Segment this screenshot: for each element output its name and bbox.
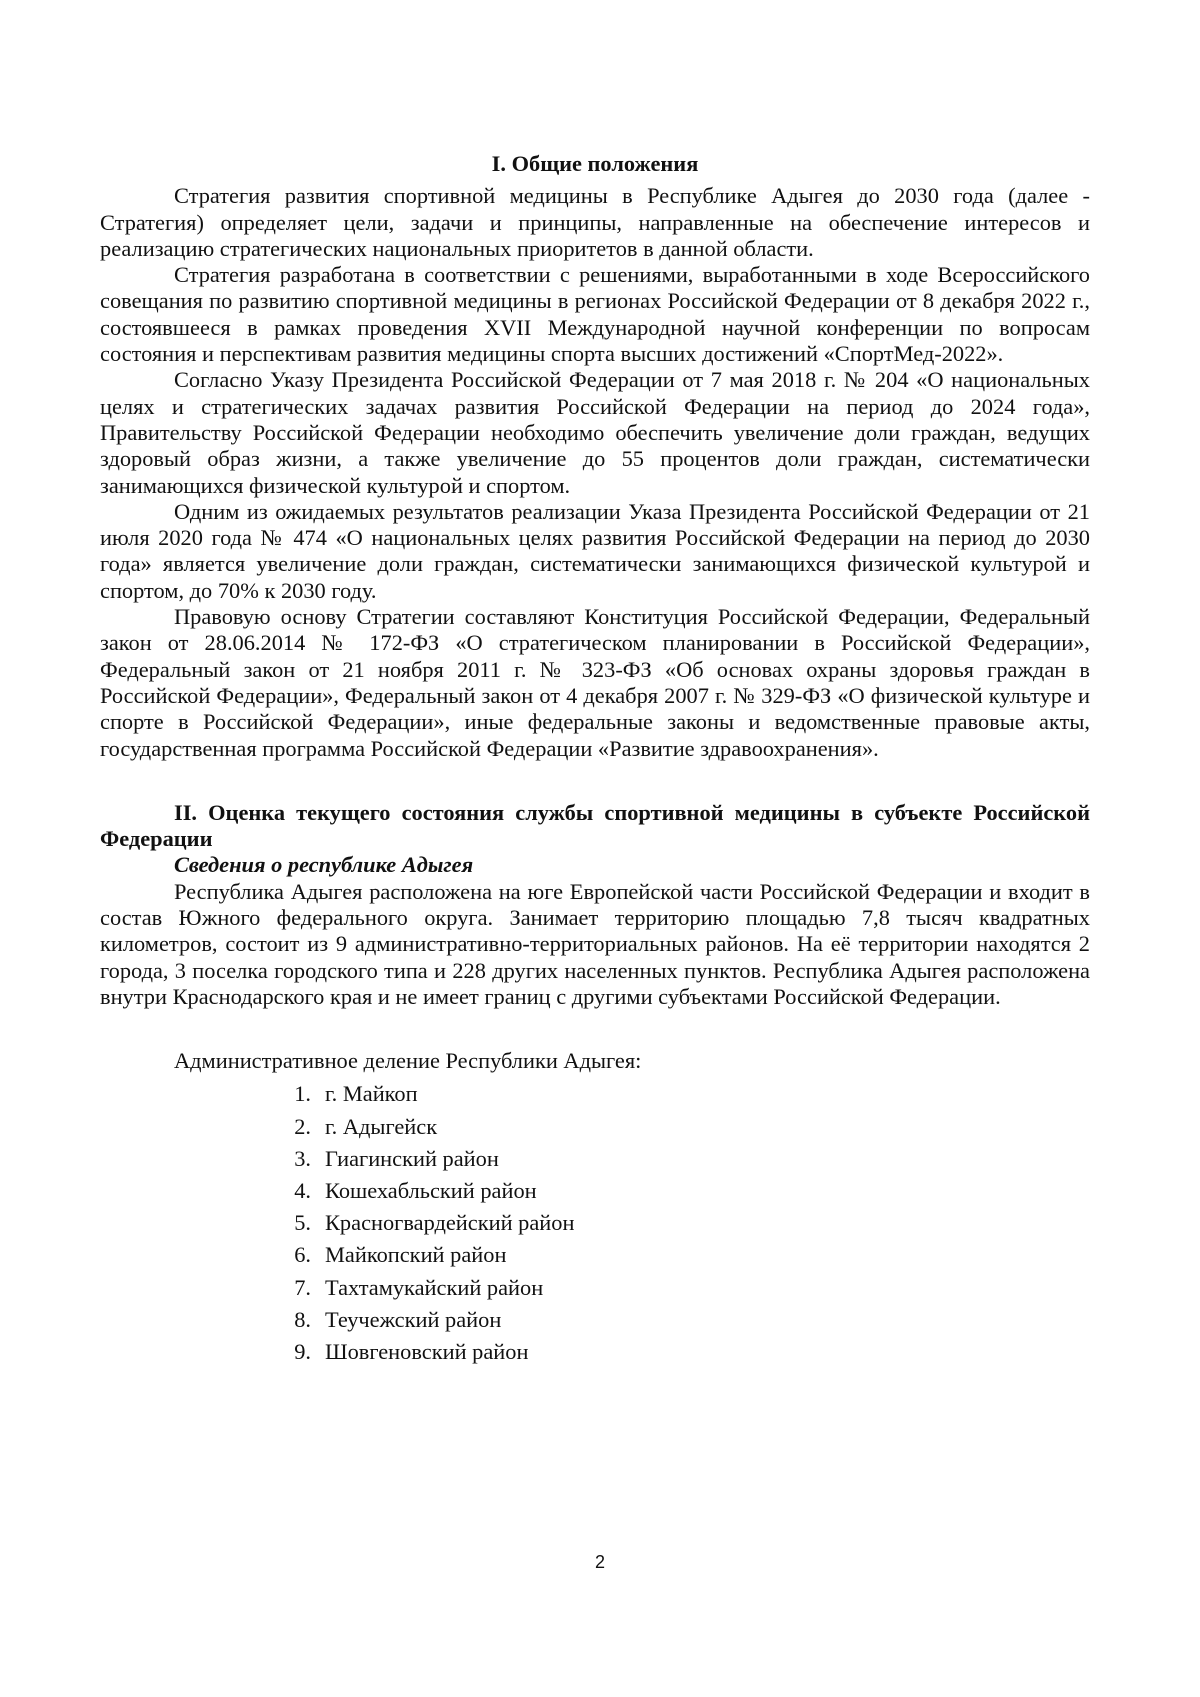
section-1-paragraph-1: Стратегия развития спортивной медицины в Республике Адыгея до 2030 года (далее - Стратегия) определяет цели, задачи и принципы, направленные на обеспечение интересов и реализацию стратегических национальных приоритетов в данной области. xyxy=(100,183,1090,261)
list-item-number: 7. xyxy=(294,1274,311,1300)
section-1-paragraph-3: Согласно Указу Президента Российской Федерации от 7 мая 2018 г. № 204 «О национальных целях и стратегических задачах развития Российской Федерации на период до 2024 года», Правительству Российской Федерации необходимо обеспечить увеличение доли граждан, ведущих здоровый образ жизни, а также увеличение до 55 процентов доли граждан, систематически занимающихся физической культурой и спортом. xyxy=(100,367,1090,498)
list-item-number: 9. xyxy=(294,1338,311,1364)
list-item-number: 8. xyxy=(294,1306,311,1332)
section-2-paragraph: Республика Адыгея расположена на юге Европейской части Российской Федерации и входит в состав Южного федерального округа. Занимает территорию площадью 7,8 тысяч квадратных километров, состоит из 9 административно-территориальных районов. На её территории находятся 2 города, 3 поселка городского типа и 228 других населенных пунктов. Республика Адыгея расположена внутри Краснодарского края и не имеет границ с другими субъектами Российской Федерации. xyxy=(100,878,1090,1009)
admin-division-list xyxy=(100,1079,1090,1369)
section-2-subheading: Сведения о республике Адыгея xyxy=(174,852,474,878)
list-item-text: г. Майкоп xyxy=(325,1081,418,1107)
list-item-number: 6. xyxy=(294,1242,311,1268)
list-item xyxy=(100,1207,1090,1239)
list-item-text: Майкопский район xyxy=(325,1242,507,1268)
list-item-number: 1. xyxy=(294,1081,311,1107)
list-item xyxy=(100,1079,1090,1111)
list-item xyxy=(100,1304,1090,1336)
list-item xyxy=(100,1111,1090,1143)
list-item-text: Гиагинский район xyxy=(325,1145,499,1171)
section-1-heading: I. Общие положения xyxy=(491,151,699,176)
section-2-heading: II. Оценка текущего состояния службы спортивной медицины в субъекте Российской Федерации xyxy=(100,799,1090,852)
list-item xyxy=(100,1336,1090,1368)
list-item-number: 4. xyxy=(294,1178,311,1203)
page-content xyxy=(100,151,1090,1368)
list-item-text: Кошехабльский район xyxy=(325,1178,537,1203)
list-item xyxy=(100,1175,1090,1207)
admin-division-intro: Административное деление Республики Адыгея: xyxy=(174,1048,642,1074)
section-1-paragraph-5: Правовую основу Стратегии составляют Конституция Российской Федерации, Федеральный закон от 28.06.2014 № 172-ФЗ «О стратегическом планировании в Российской Федерации», Федеральный закон от 21 ноября 2011 г. № 323-ФЗ «Об основах охраны здоровья граждан в Российской Федерации», Федеральный закон от 4 декабря 2007 г. № 329-ФЗ «О физической культуре и спорте в Российской Федерации», иные федеральные законы и ведомственные правовые акты, государственная программа Российской Федерации «Развитие здравоохранения». xyxy=(100,604,1090,761)
list-item-number: 5. xyxy=(294,1210,311,1236)
list-item-number: 3. xyxy=(294,1145,311,1171)
list-item-text: г. Адыгейск xyxy=(325,1113,438,1139)
list-item-text: Теучежский район xyxy=(325,1306,502,1332)
list-item xyxy=(100,1272,1090,1304)
list-item xyxy=(100,1239,1090,1271)
list-item-number: 2. xyxy=(294,1113,311,1139)
page-number: 2 xyxy=(594,1552,605,1572)
section-1-paragraph-2: Стратегия разработана в соответствии с решениями, выработанными в ходе Всероссийского совещания по развитию спортивной медицины в регионах Российской Федерации от 8 декабря 2022 г., состоявшееся в рамках проведения XVII Международной научной конференции по вопросам состояния и перспективам развития медицины спорта высших достижений «СпортМед-2022». xyxy=(100,262,1090,367)
list-item-text: Красногвардейский район xyxy=(325,1210,575,1236)
list-item xyxy=(100,1143,1090,1175)
list-item-text: Шовгеновский район xyxy=(325,1338,529,1364)
section-1-paragraph-4: Одним из ожидаемых результатов реализации Указа Президента Российской Федерации от 21 июля 2020 года № 474 «О национальных целях развития Российской Федерации на период до 2030 года» является увеличение доли граждан, систематически занимающихся физической культурой и спортом, до 70% к 2030 году. xyxy=(100,498,1090,603)
list-item-text: Тахтамукайский район xyxy=(325,1274,544,1300)
